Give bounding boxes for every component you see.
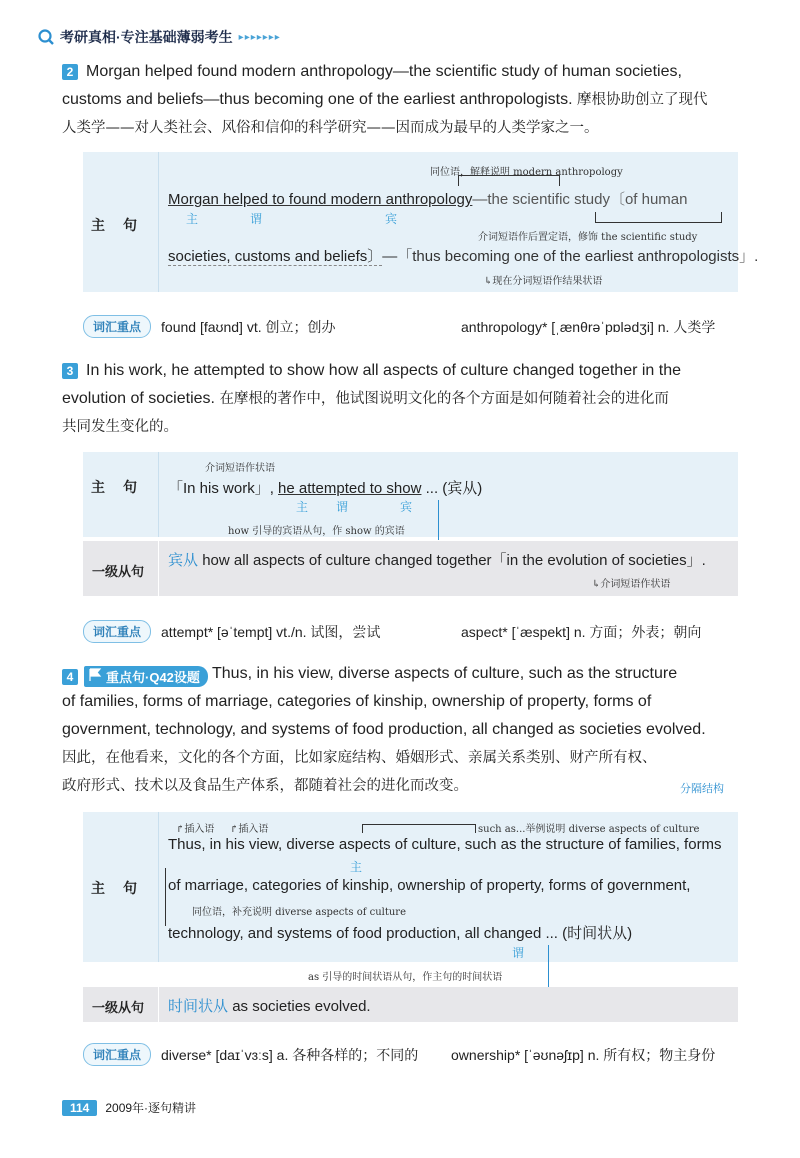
s2-prep-phrase-note: 介词短语作后置定语，修饰 the scientific study <box>478 232 698 243</box>
page-footer <box>62 1099 196 1116</box>
s2-role-subject: 主 <box>186 212 199 226</box>
footer-title: 2009年·逐句精讲 <box>105 1101 197 1115</box>
s3-vocab-attempt: attempt* [əˈtempt] vt./n. 试图，尝试 <box>161 623 381 640</box>
s4-vocab-tag: 词汇重点 <box>83 1043 151 1066</box>
separation-structure-tag: 分隔结构 <box>680 782 724 795</box>
s3-line-2: 宾从 how all aspects of culture changed together「in the evolution of societies」. <box>168 552 706 569</box>
s3-role-verb: 谓 <box>336 500 349 514</box>
s2-appositive-note: 同位语，解释说明 modern anthropology <box>430 167 623 178</box>
s4-insertion-note-2: ↱插入语 <box>230 824 269 835</box>
s3-line-1: 「In his work」, he attempted to show ... (宾从) <box>168 480 483 497</box>
s3-role-object: 宾 <box>400 500 413 514</box>
s2-vocab-found: found [faʊnd] vt. 创立；创办 <box>161 318 336 335</box>
s3-role-subject: 主 <box>296 500 309 514</box>
s3-prep-note: ↳介词短语作状语 <box>592 579 671 590</box>
s4-line-1: Thus, in his view, diverse aspects of culture, such as the structure of families, forms <box>168 836 722 853</box>
s2-role-verb: 谓 <box>250 212 263 226</box>
s4-vocab-diverse: diverse* [daɪˈvɜːs] a. 各种各样的；不同的 <box>161 1046 419 1063</box>
s3-subclause-label: 一级从句 <box>92 564 145 579</box>
s2-line-1: Morgan helped to found modern anthropology—the scientific study〔of human <box>168 191 688 208</box>
sentence-3-number: 3 <box>62 362 78 380</box>
sentence-3-text: In his work, he attempted to show how all aspects of culture changed together in the evolution of societies. 在摩根的著作中，他试图说明文化的各个方面是如何随着社会的进化而 共同发生变化的。 <box>62 362 682 435</box>
s4-vocab-ownership: ownership* [ˈəʊnəʃɪp] n. 所有权；物主身份 <box>451 1046 716 1063</box>
s3-object-clause-note: how 引导的宾语从句，作 show 的宾语 <box>228 526 405 537</box>
s4-insertion-note-1: ↱插入语 <box>176 824 215 835</box>
s4-appositive-note: 同位语，补充说明 diverse aspects of culture <box>192 907 406 918</box>
s2-vocab-row <box>83 315 715 338</box>
s2-line-2: societies, customs and beliefs〕—「thus becoming one of the earliest anthropologists」. <box>168 248 759 265</box>
sentence-2-number: 2 <box>62 63 78 81</box>
s3-vocab-tag: 词汇重点 <box>83 620 151 643</box>
key-sentence-tag: 重点句·Q42设题 <box>84 666 208 687</box>
s2-participle-note: ↳现在分词短语作结果状语 <box>484 276 603 287</box>
s2-vocab-anthropology: anthropology* [ˌænθrəˈpɒlədʒi] n. 人类学 <box>461 318 716 335</box>
header-arrows: ▸▸▸▸▸▸▸ <box>238 31 281 43</box>
sentence-2-text: Morgan helped found modern anthropology—the scientific study of human societies, customs and beliefs—thus becoming one of the earliest anthropologists. 摩根协助创立了现代 人类学——对人类社会、风俗和信仰的科学研究——因而成为最早的人类学家之一。 <box>62 63 708 136</box>
sentence-4-text: Thus, in his view, diverse aspects of culture, such as the structure of families, forms of marriage, categories of kinship, ownership of property, forms of government, technology, and systems of food production, all changed as societies evolved. 因此，在他看来，文化的各个方面，比如家庭结构、婚姻形式、亲属关系类别、财产所有权、 政府形式、技术以及食品生产体系，都随着社会的进化而改变。 <box>62 665 706 794</box>
s3-vocab-row <box>83 620 701 643</box>
s4-such-as-note: such as...举例说明 diverse aspects of culture <box>478 824 700 835</box>
s4-main-clause-label: 主句 <box>91 880 155 896</box>
s4-line-3: technology, and systems of food production, all changed ... (时间状从) <box>168 925 633 942</box>
header-title: 考研真相·专注基础薄弱考生 <box>60 29 233 45</box>
s4-line-4: 时间状从 as societies evolved. <box>168 998 371 1015</box>
page-header <box>38 26 281 48</box>
s4-line-2: of marriage, categories of kinship, ownership of property, forms of government, <box>168 877 691 894</box>
s3-main-clause-label: 主句 <box>91 479 155 495</box>
s2-main-clause-label: 主句 <box>91 217 155 233</box>
s4-role-subject: 主 <box>350 860 363 874</box>
s4-vocab-row <box>83 1043 715 1066</box>
s2-vocab-tag: 词汇重点 <box>83 315 151 338</box>
s3-vocab-aspect: aspect* [ˈæspekt] n. 方面；外表；朝向 <box>461 623 702 640</box>
s2-role-object: 宾 <box>385 212 398 226</box>
page-number: 114 <box>62 1100 97 1116</box>
s4-subclause-label: 一级从句 <box>92 1000 145 1015</box>
s4-time-clause-note: as 引导的时间状语从句，作主句的时间状语 <box>308 972 503 983</box>
sentence-4-number: 4 <box>62 669 78 685</box>
s3-adverbial-note: 介词短语作状语 <box>205 463 275 474</box>
search-logo-icon <box>38 29 54 45</box>
s4-role-verb: 谓 <box>512 946 525 960</box>
